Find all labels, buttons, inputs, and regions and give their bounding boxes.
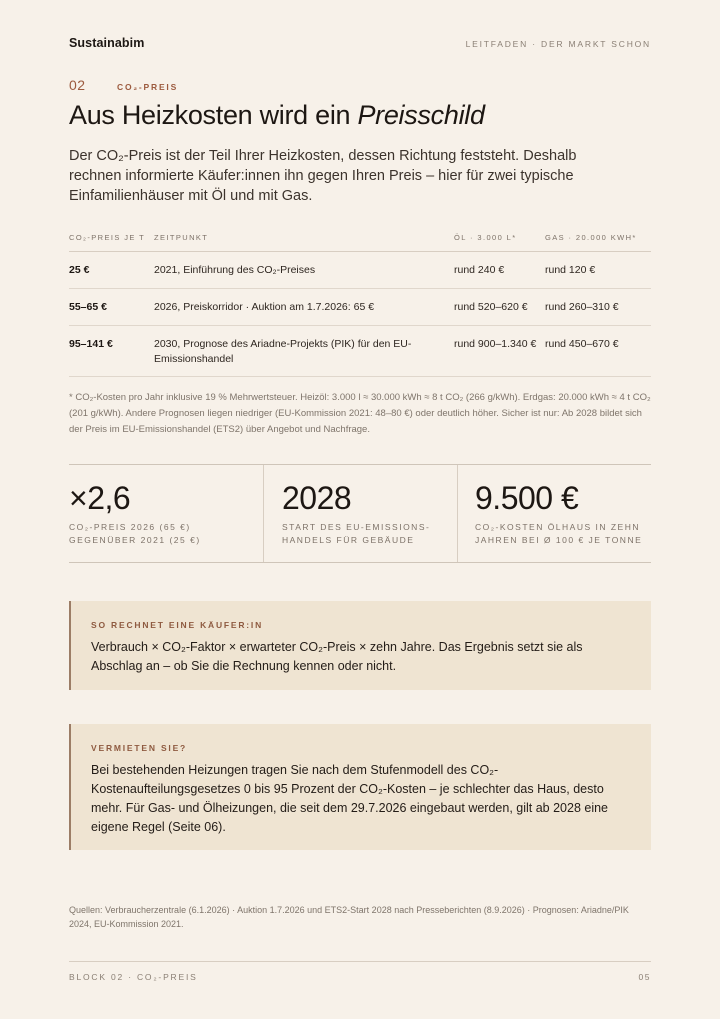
section-label: CO₂-PREIS bbox=[117, 82, 179, 92]
co2-price-table bbox=[69, 223, 651, 377]
cell-gas: rund 120 € bbox=[545, 264, 596, 276]
cell-oil: rund 900–1.340 € bbox=[454, 338, 537, 350]
callout-buyer-calculation bbox=[69, 601, 651, 690]
cell-oil: rund 520–620 € bbox=[454, 301, 528, 313]
column-header-time: ZEITPUNKT bbox=[154, 232, 209, 242]
title-emphasis: Preisschild bbox=[357, 100, 485, 130]
table-row bbox=[69, 252, 651, 289]
cell-price: 55–65 € bbox=[69, 301, 107, 313]
running-head: LEITFADEN · DER MARKT SCHON bbox=[465, 39, 651, 49]
callout-label: SO RECHNET EINE KÄUFER:IN bbox=[91, 620, 264, 630]
document-page bbox=[69, 0, 651, 1019]
stat-price-factor bbox=[69, 465, 264, 562]
stat-value: 2028 bbox=[282, 480, 352, 516]
page-title bbox=[69, 100, 485, 131]
column-header-price: CO₂-PREIS JE T bbox=[69, 232, 146, 242]
stat-label: CO₂-KOSTEN ÖLHAUS IN ZEHN JAHREN BEI Ø 100 € JE TONNE bbox=[475, 522, 643, 545]
table-row bbox=[69, 289, 651, 326]
title-plain: Aus Heizkosten wird ein bbox=[69, 100, 358, 130]
cell-gas: rund 260–310 € bbox=[545, 301, 619, 313]
column-header-oil: ÖL · 3.000 L* bbox=[454, 232, 517, 242]
stat-ets2-start bbox=[264, 465, 458, 562]
callout-body: Verbrauch × CO₂-Faktor × erwarteter CO₂-Preis × zehn Jahre. Das Ergebnis setzt sie als Abschlag an – ob Sie die Rechnung kennen oder nicht. bbox=[91, 640, 583, 673]
cell-time: 2021, Einführung des CO₂-Preises bbox=[154, 264, 316, 276]
table-header bbox=[69, 223, 651, 252]
stat-value: ×2,6 bbox=[69, 480, 131, 516]
footer-divider bbox=[69, 961, 651, 962]
cell-time: 2030, Prognose des Ariadne-Projekts (PIK) für den EU-Emissionshandel bbox=[154, 338, 412, 365]
cell-price: 25 € bbox=[69, 264, 90, 276]
cell-oil: rund 240 € bbox=[454, 264, 505, 276]
footer-block-label: BLOCK 02 · CO₂-PREIS bbox=[69, 972, 198, 982]
cell-time: 2026, Preiskorridor · Auktion am 1.7.2026: 65 € bbox=[154, 301, 375, 313]
column-header-gas: GAS · 20.000 KWH* bbox=[545, 232, 637, 242]
callout-label: VERMIETEN SIE? bbox=[91, 743, 188, 753]
stat-value: 9.500 € bbox=[475, 480, 579, 516]
stat-label: CO₂-PREIS 2026 (65 €) GEGENÜBER 2021 (25 €) bbox=[69, 522, 201, 545]
page-number: 05 bbox=[638, 972, 651, 982]
stat-label: START DES EU-EMISSIONS-HANDELS FÜR GEBÄUDE bbox=[282, 522, 431, 545]
key-figures bbox=[69, 464, 651, 563]
sources-note: Quellen: Verbraucherzentrale (6.1.2026) · Auktion 1.7.2026 und ETS2-Start 2028 nach Presseberichten (8.9.2026) · Prognosen: Ariadne/PIK 2024, EU-Kommission 2021. bbox=[69, 905, 629, 929]
stat-ten-year-cost bbox=[458, 465, 651, 562]
cell-gas: rund 450–670 € bbox=[545, 338, 619, 350]
brand-name: Sustainabim bbox=[69, 36, 145, 50]
section-number: 02 bbox=[69, 77, 86, 93]
table-footnote: * CO₂-Kosten pro Jahr inklusive 19 % Mehrwertsteuer. Heizöl: 3.000 l ≈ 30.000 kWh ≈ 8 t CO₂ (266 g/kWh). Erdgas: 20.000 kWh ≈ 4 t CO₂ (201 g/kWh). Andere Prognosen liegen niedriger (EU-Kommission 2021: 48–80 €) oder deutlich höher. Sicher ist nur: Ab 2028 bildet sich der Preis im EU-Emissionshandel (ETS2) über Angebot und Nachfrage. bbox=[69, 392, 651, 435]
table-row bbox=[69, 326, 651, 377]
callout-body: Bei bestehenden Heizungen tragen Sie nach dem Stufenmodell des CO₂-Kostenaufteilungsgesetzes 0 bis 95 Prozent der CO₂-Kosten – je schlechter das Haus, desto mehr. Für Gas- und Ölheizungen, die seit dem 29.7.2026 eingebaut werden, gilt ab 2028 eine eigene Regel (Seite 06). bbox=[91, 763, 609, 834]
lede-paragraph: Der CO₂-Preis ist der Teil Ihrer Heizkosten, dessen Richtung feststeht. Deshalb rechnen informierte Käufer:innen ihn gegen Ihren Preis – hier für zwei typische Einfamilienhäuser mit Öl und mit Gas. bbox=[69, 148, 577, 204]
cell-price: 95–141 € bbox=[69, 338, 113, 350]
callout-landlord bbox=[69, 724, 651, 850]
